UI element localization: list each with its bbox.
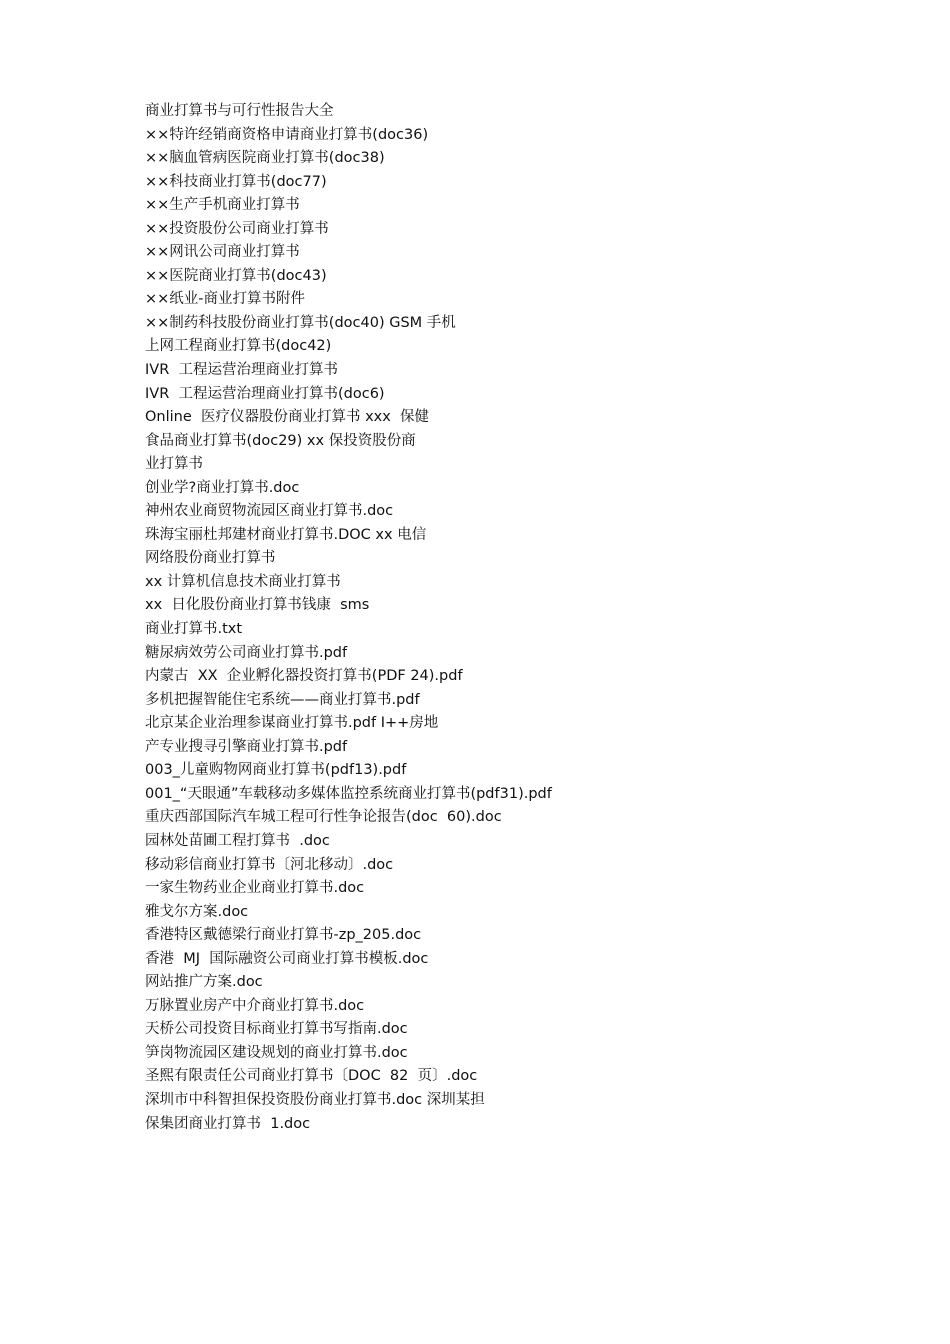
document-line: 深圳市中科智担保投资股份商业打算书.doc 深圳某担 xyxy=(145,1091,485,1108)
document-line: 北京某企业治理参谋商业打算书.pdf I++房地 xyxy=(145,715,439,732)
document-line: 上网工程商业打算书(doc42) xyxy=(145,338,332,355)
document-line: 天桥公司投资目标商业打算书写指南.doc xyxy=(145,1021,408,1038)
document-line: 园林处苗圃工程打算书 .doc xyxy=(145,832,330,849)
document-line: xx 日化股份商业打算书钱康 sms xyxy=(145,597,370,614)
document-line: xx 计算机信息技术商业打算书 xyxy=(145,573,341,590)
document-line: 网站推广方案.doc xyxy=(145,974,263,991)
document-line: ××网讯公司商业打算书 xyxy=(145,244,300,261)
document-line: 一家生物药业企业商业打算书.doc xyxy=(145,880,365,897)
document-line: 香港 MJ 国际融资公司商业打算书模板.doc xyxy=(145,950,429,967)
document-line: 香港特区戴德梁行商业打算书-zp_205.doc xyxy=(145,927,422,944)
document-line: 笋岗物流园区建设规划的商业打算书.doc xyxy=(145,1044,408,1061)
document-line: ××科技商业打算书(doc77) xyxy=(145,173,327,190)
document-line: 重庆西部国际汽车城工程可行性争论报告(doc 60).doc xyxy=(145,809,502,826)
document-line: IVR 工程运营治理商业打算书(doc6) xyxy=(145,385,385,402)
document-line: 保集团商业打算书 1.doc xyxy=(145,1115,311,1132)
document-line: 糖尿病效劳公司商业打算书.pdf xyxy=(145,644,348,661)
document-line: 移动彩信商业打算书〔河北移动〕.doc xyxy=(145,856,394,873)
document-line: ××特许经销商资格申请商业打算书(doc36) xyxy=(145,126,429,143)
document-line: 食品商业打算书(doc29) xx 保投资股份商 xyxy=(145,432,416,449)
document-line: 雅戈尔方案.doc xyxy=(145,903,249,920)
document-line: 网络股份商业打算书 xyxy=(145,550,276,567)
document-line: ××生产手机商业打算书 xyxy=(145,197,300,214)
document-line: 珠海宝丽杜邦建材商业打算书.DOC xx 电信 xyxy=(145,526,427,543)
document-line: 产专业搜寻引擎商业打算书.pdf xyxy=(145,738,348,755)
document-line: 创业学?商业打算书.doc xyxy=(145,479,300,496)
document-line: ××制药科技股份商业打算书(doc40) GSM 手机 xyxy=(145,314,456,331)
document-line: ××投资股份公司商业打算书 xyxy=(145,220,329,237)
document-body xyxy=(145,100,845,1136)
document-line: 万脉置业房产中介商业打算书.doc xyxy=(145,997,365,1014)
document-line: 业打算书 xyxy=(145,456,203,473)
document-line: 003_儿童购物网商业打算书(pdf13).pdf xyxy=(145,762,407,779)
document-line: ××纸业-商业打算书附件 xyxy=(145,291,306,308)
document-line: IVR 工程运营治理商业打算书 xyxy=(145,362,338,379)
document-line: 001_“天眼通”车载移动多媒体监控系统商业打算书(pdf31).pdf xyxy=(145,785,552,802)
document-line: ××医院商业打算书(doc43) xyxy=(145,267,327,284)
document-line: 商业打算书.txt xyxy=(145,621,243,638)
document-line: Online 医疗仪器股份商业打算书 xxx 保健 xyxy=(145,409,430,426)
document-line: 多机把握智能住宅系统——商业打算书.pdf xyxy=(145,691,420,708)
document-line: 内蒙古 XX 企业孵化器投资打算书(PDF 24).pdf xyxy=(145,668,463,685)
document-line: 圣熙有限责任公司商业打算书〔DOC 82 页〕.doc xyxy=(145,1068,478,1085)
document-line: 商业打算书与可行性报告大全 xyxy=(145,103,334,119)
document-line: 神州农业商贸物流园区商业打算书.doc xyxy=(145,503,394,520)
document-line: ××脑血管病医院商业打算书(doc38) xyxy=(145,150,385,167)
